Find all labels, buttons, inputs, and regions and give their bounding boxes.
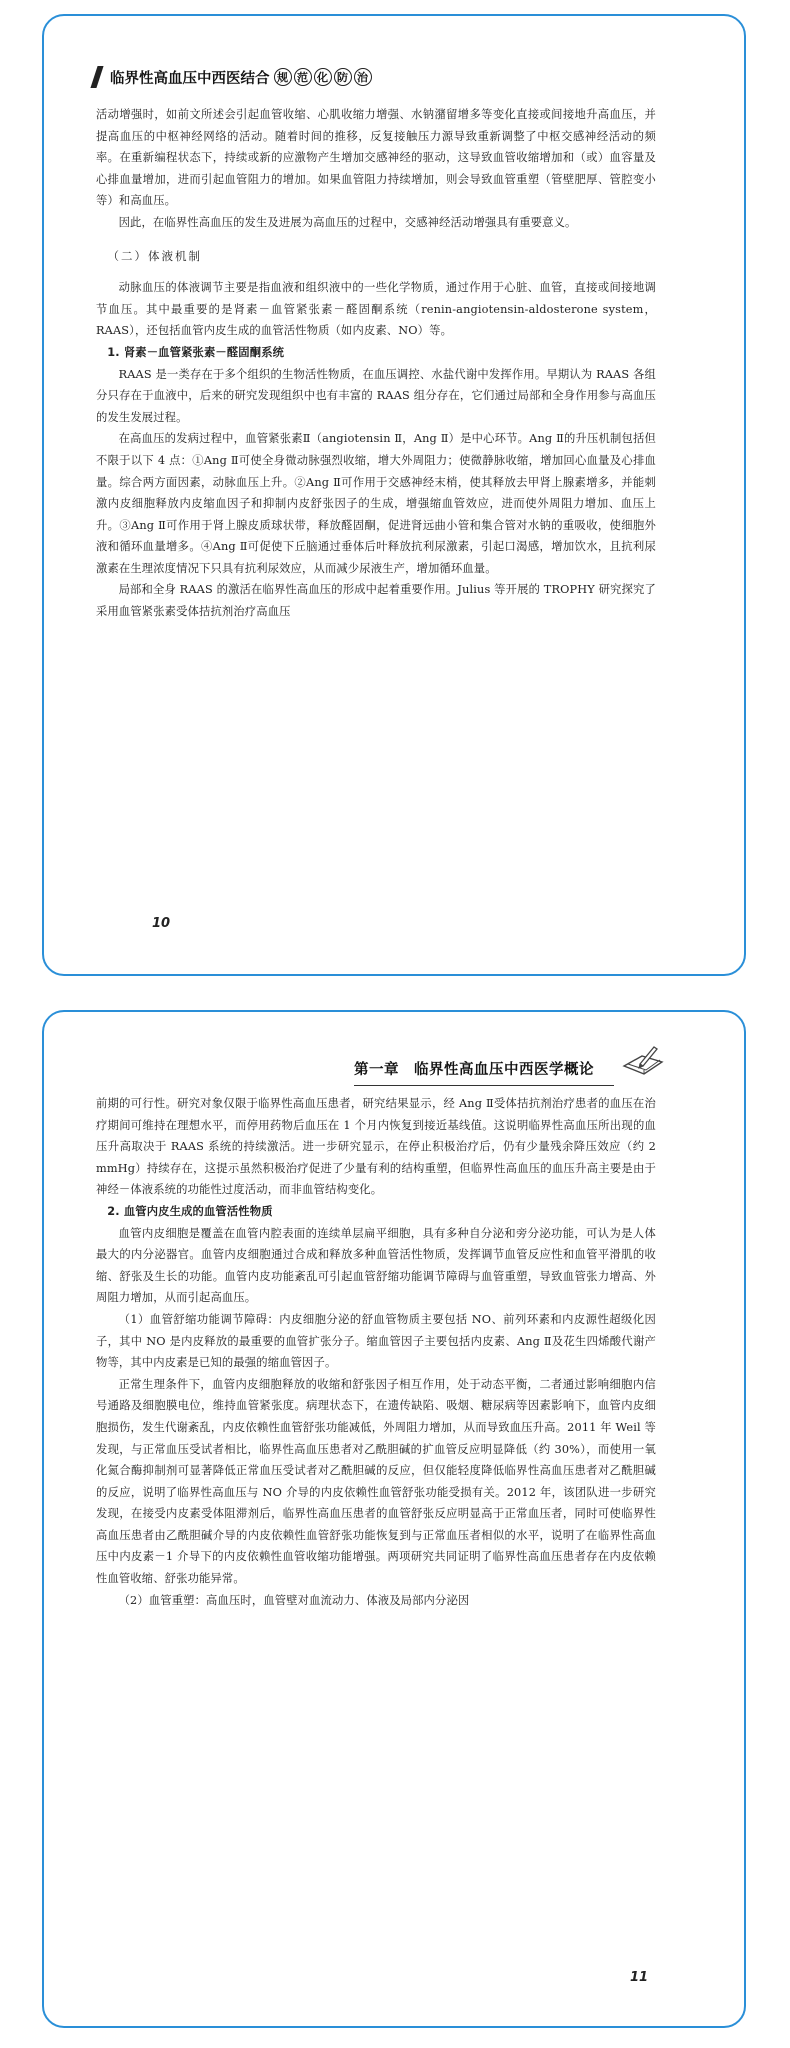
subsection-heading: 1. 肾素－血管紧张素－醛固酮系统 — [107, 345, 285, 359]
header-title: 第一章 临界性高血压中西医学概论 — [354, 1062, 594, 1078]
page-number-top: 10 — [152, 916, 171, 931]
paragraph: 动脉血压的体液调节主要是指血液和组织液中的一些化学物质，通过作用于心脏、血管，直接或间接地调节血压。其中最重要的是肾素－血管紧张素－醛固酮系统（renin-angiotensin-aldosterone system，RAAS），还包括血管内皮生成的血管活性物质（如内皮素、NO）等。 — [96, 281, 656, 338]
header-title-prefix: 临界性高血压中西医结合 — [110, 70, 270, 87]
circled-char: 防 — [334, 68, 352, 86]
paragraph: 在高血压的发病过程中，血管紧张素Ⅱ（angiotensin Ⅱ，Ang Ⅱ）是中心环节。Ang Ⅱ的升压机制包括但不限于以下 4 点：①Ang Ⅱ可使全身微动脉强烈收缩，增大外周阻力；使微静脉收缩，增加回心血量及心排血量。综合两方面因素，动脉血压上升。②Ang Ⅱ可作用于交感神经末梢，使其释放去甲肾上腺素增多，并能刺激内皮细胞释放内皮缩血因子和抑制内皮舒张因子的生成，增强缩血管效应，进而使外周阻力增加、血压上升。③Ang Ⅱ可作用于肾上腺皮质球状带，释放醛固酮，促进肾远曲小管和集合管对水钠的重吸收，使细胞外液和循环血量增多。④Ang Ⅱ可促使下丘脑通过垂体后叶释放抗利尿激素，引起口渴感，增加饮水，且抗利尿激素在生理浓度情况下只具有抗利尿效应，从而减少尿液生产，增加循环血量。 — [96, 432, 656, 575]
circled-char: 治 — [354, 68, 372, 86]
header-circled-chars — [272, 68, 372, 86]
book-pen-icon — [620, 1044, 666, 1080]
circled-char: 范 — [294, 68, 312, 86]
paragraph: （1）血管舒缩功能调节障碍：内皮细胞分泌的舒血管物质主要包括 NO、前列环素和内皮源性超级化因子，其中 NO 是内皮释放的最重要的血管扩张分子。缩血管因子主要包括内皮素、Ang Ⅱ及花生四烯酸代谢产物等，其中内皮素是已知的最强的缩血管因子。 — [96, 1312, 656, 1370]
circled-char: 化 — [314, 68, 332, 86]
body-text-bottom — [96, 1093, 656, 1611]
running-header-top — [94, 66, 372, 88]
running-header-bottom — [354, 1058, 614, 1086]
circled-char: 规 — [274, 68, 292, 86]
paragraph: 局部和全身 RAAS 的激活在临界性高血压的形成中起着重要作用。Julius 等开展的 TROPHY 研究探究了采用血管紧张素受体拮抗剂治疗高血压 — [96, 583, 656, 619]
paragraph: 血管内皮细胞是覆盖在血管内腔表面的连续单层扁平细胞，具有多种自分泌和旁分泌功能，可认为是人体最大的内分泌器官。血管内皮细胞通过合成和释放多种血管活性物质，发挥调节血管反应性和血管平滑肌的收缩、舒张及生长的功能。血管内皮功能紊乱可引起血管舒缩功能调节障碍与血管重塑，导致血管张力增高、外周阻力增加，从而引起高血压。 — [96, 1226, 656, 1305]
paragraph: （2）血管重塑：高血压时，血管壁对血流动力、体液及局部内分泌因 — [118, 1593, 470, 1607]
paragraph: 正常生理条件下，血管内皮细胞释放的收缩和舒张因子相互作用，处于动态平衡，二者通过影响细胞内信号通路及细胞膜电位，维持血管紧张度。病理状态下，在遗传缺陷、吸烟、糖尿病等因素影响下，血管内皮细胞损伤，发生代谢紊乱，内皮依赖性血管舒张功能减低，外周阻力增加，从而导致血压升高。2011 年 Weil 等发现，与正常血压受试者相比，临界性高血压患者对乙酰胆碱的扩血管反应明显降低（约 30%），而使用一氧化氮合酶抑制剂可显著降低正常血压受试者对乙酰胆碱的反应，但仅能轻度降低临界性高血压患者对乙酰胆碱的反应，说明了临界性高血压与 NO 介导的内皮依赖性血管舒张功能受损有关。2012 年，该团队进一步研究发现，在接受内皮素受体阻滞剂后，临界性高血压患者的血管舒张反应明显高于正常血压者，同时可使临界性高血压患者由乙酰胆碱介导的内皮依赖性血管舒张功能恢复到与正常血压者相似的水平，说明了在临界性高血压中内皮素－1 介导下的内皮依赖性血管收缩功能增强。两项研究共同证明了临界性高血压患者存在内皮依赖性血管收缩、舒张功能异常。 — [96, 1377, 656, 1586]
paragraph: 活动增强时，如前文所述会引起血管收缩、心肌收缩力增强、水钠潴留增多等变化直接或间接地升高血压，并提高血压的中枢神经网络的活动。随着时间的推移，反复接触压力源导致重新调整了中枢交感神经活动的频率。在重新编程状态下，持续或新的应激物产生增加交感神经的驱动，这导致血管收缩增加和（或）血容量及心排血量增加，进而引起血管阻力的增加。如果血管阻力持续增加，则会导致血管重塑（管壁肥厚、管腔变小等）和高血压。 — [96, 108, 656, 208]
paragraph: RAAS 是一类存在于多个组织的生物活性物质，在血压调控、水盐代谢中发挥作用。早期认为 RAAS 各组分只存在于血液中，后来的研究发现组织中也有丰富的 RAAS 组分存在，它们通过局部和全身作用参与高血压的发生发展过程。 — [96, 367, 656, 424]
body-text-top — [96, 104, 656, 623]
paragraph: 因此，在临界性高血压的发生及进展为高血压的过程中，交感神经活动增强具有重要意义。 — [118, 215, 577, 229]
paragraph: 前期的可行性。研究对象仅限于临界性高血压患者，研究结果显示，经 Ang Ⅱ受体拮抗剂治疗患者的血压在治疗期间可维持在理想水平，而停用药物后血压在 1 个月内恢复到接近基线值。这说明临界性高血压所出现的血压升高取决于 RAAS 系统的持续激活。进一步研究显示，在停止积极治疗后，仍有少量残余降压效应（约 2 mmHg）持续存在，这提示虽然积极治疗促进了少量有利的结构重塑，但临界性高血压的血压升高主要是由于神经－体液系统的功能性过度活动，而非血管结构变化。 — [96, 1097, 656, 1197]
page-number-bottom: 11 — [630, 1970, 649, 1985]
subsection-heading: 2. 血管内皮生成的血管活性物质 — [107, 1204, 273, 1218]
section-heading: （二）体液机制 — [107, 248, 202, 263]
